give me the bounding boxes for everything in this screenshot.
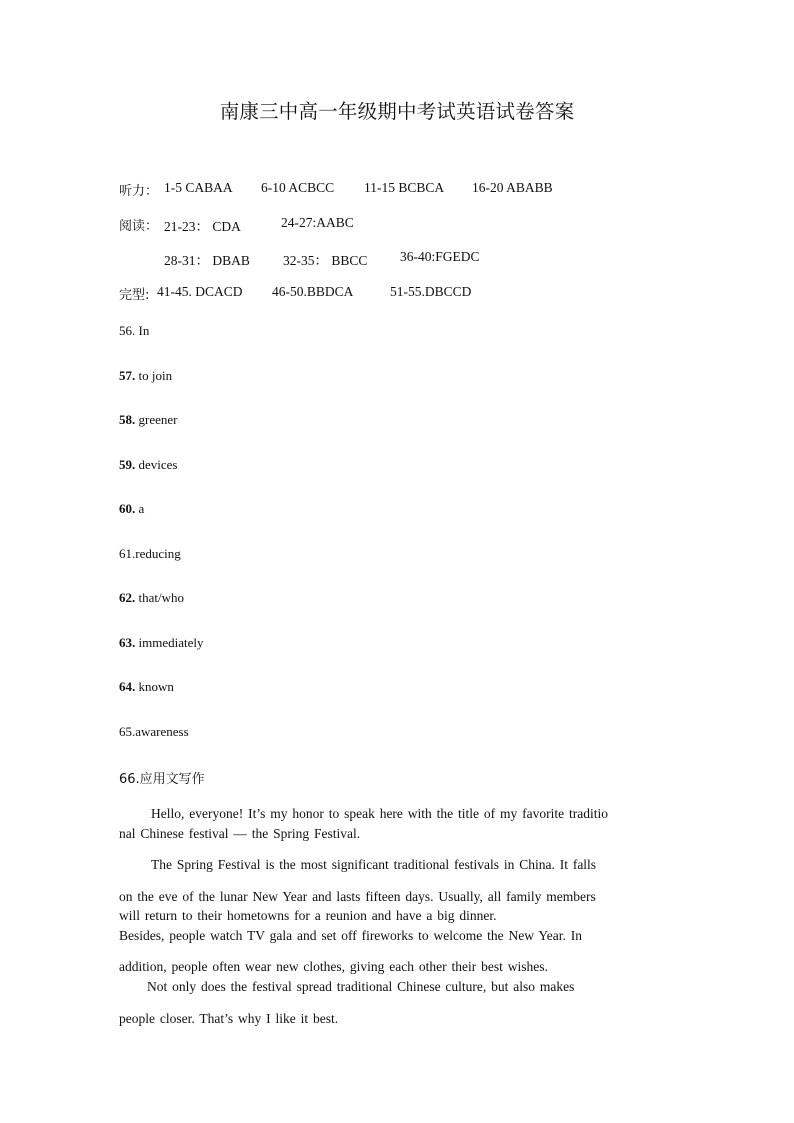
listening-group-4: 16-20 ABABB xyxy=(472,180,553,195)
answer-65: 65.awareness xyxy=(119,724,189,739)
essay-line: will return to their hometowns for a reunion and have a big dinner. xyxy=(119,908,497,923)
answer-64: 64. known xyxy=(119,679,174,694)
reading-group-5: 36-40:FGEDC xyxy=(400,249,480,264)
listening-group-1: 1-5 CABAA xyxy=(164,180,233,195)
essay-line: on the eve of the lunar New Year and lasts fifteen days. Usually, all family members xyxy=(119,889,596,904)
cloze-label: 完型: xyxy=(119,288,150,303)
answer-58: 58. greener xyxy=(119,412,178,427)
answer-59: 59. devices xyxy=(119,457,178,472)
cloze-group-2: 46-50.BBDCA xyxy=(272,284,354,299)
cloze-group-3: 51-55.DBCCD xyxy=(390,284,472,299)
essay-line: Hello, everyone! It’s my honor to speak here with the title of my favorite traditio xyxy=(151,806,609,821)
writing-label: 66.应用文写作 xyxy=(119,772,205,787)
answer-60: 60. a xyxy=(119,501,145,516)
reading-group-1: 21-23： CDA xyxy=(164,219,241,234)
answer-63: 63. immediately xyxy=(119,635,204,650)
answer-56: 56. In xyxy=(119,323,150,338)
listening-row xyxy=(119,180,158,199)
essay-line: addition, people often wear new clothes, giving each other their best wishes. xyxy=(119,959,548,974)
essay-line: people closer. That’s why I like it best. xyxy=(119,1011,339,1026)
answer-61: 61.reducing xyxy=(119,546,181,561)
listening-group-3: 11-15 BCBCA xyxy=(364,180,445,195)
page-title: 南康三中高一年级期中考试英语试卷答案 xyxy=(219,100,575,123)
answer-57: 57. to join xyxy=(119,368,173,383)
reading-label: 阅读： xyxy=(119,219,159,234)
essay-line: The Spring Festival is the most significant traditional festivals in China. It falls xyxy=(151,857,597,872)
reading-group-2: 24-27:AABC xyxy=(281,215,354,230)
listening-group-2: 6-10 ACBCC xyxy=(261,180,335,195)
listening-label: 听力： xyxy=(119,184,159,199)
reading-group-3: 28-31： DBAB xyxy=(164,253,250,268)
answer-62: 62. that/who xyxy=(119,590,184,605)
essay-line: nal Chinese festival — the Spring Festival. xyxy=(119,826,361,841)
essay-line: Besides, people watch TV gala and set off fireworks to welcome the New Year. In xyxy=(119,928,583,943)
cloze-group-1: 41-45. DCACD xyxy=(157,284,243,299)
essay-line: Not only does the festival spread traditional Chinese culture, but also makes xyxy=(147,979,575,994)
reading-group-4: 32-35： BBCC xyxy=(283,253,368,268)
